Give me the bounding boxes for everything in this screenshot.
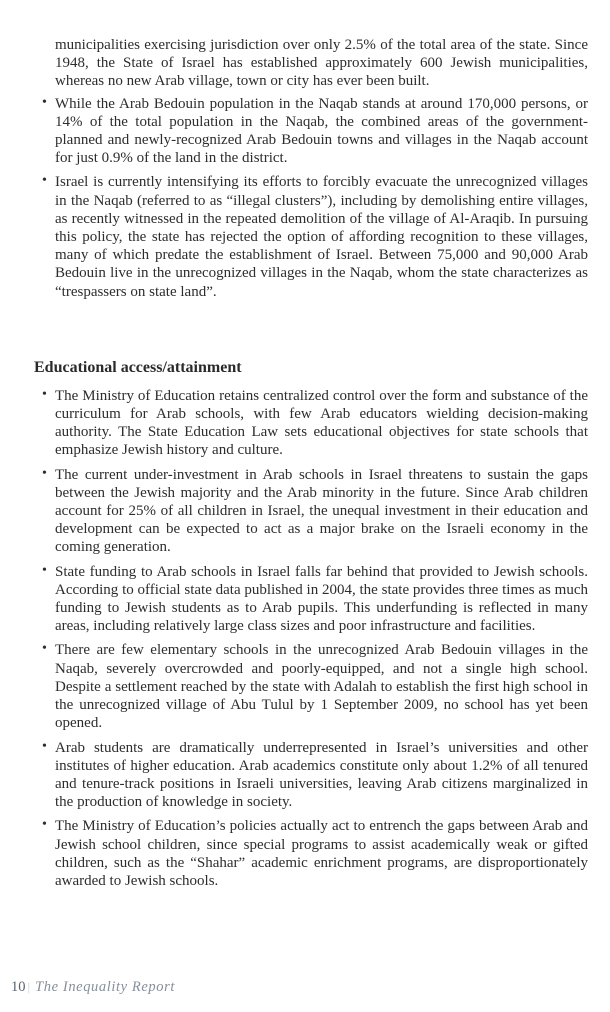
report-title: The Inequality Report <box>35 979 175 995</box>
bullet-icon: • <box>42 173 47 189</box>
list-item <box>34 739 588 812</box>
list-item <box>34 563 588 636</box>
list-item <box>34 95 588 168</box>
bullet-text: The current under-investment in Arab schools in Israel threatens to sustain the gaps between the Jewish majority and the Arab minority in the future. Since Arab children account for 25% of all children in Israel, the unequal investment in their education and development can be expected to act as a major brake on the Israeli economy in the coming generation. <box>55 466 588 556</box>
bullet-icon: • <box>42 562 47 578</box>
bullet-text: Israel is currently intensifying its efforts to forcibly evacuate the unrecognized villages in the Naqab (referred to as “illegal clusters”), including by demolishing entire villages, as recently witnessed in the repeated demolition of the village of Al-Araqib. In pursuing this policy, the state has rejected the option of affording recognition to these villages, many of which predate the establishment of Israel. Between 75,000 and 90,000 Arab Bedouin live in the unrecognized villages in the Naqab, whom the state characterizes as “trespassers on state land”. <box>55 174 588 300</box>
page-number: 10 <box>11 979 26 995</box>
bullet-text: State funding to Arab schools in Israel falls far behind that provided to Jewish schools. According to official state data published in 2004, the state provides three times as much funding to Jewish students as to Arab pupils. This underfunding is reflected in many areas, including relatively large class sizes and poor infrastructure and facilities. <box>55 563 588 635</box>
list-item <box>34 817 588 890</box>
bullet-icon: • <box>42 94 47 110</box>
list-item <box>34 466 588 557</box>
bullet-icon: • <box>42 386 47 402</box>
list-item <box>34 641 588 732</box>
list-item <box>34 173 588 300</box>
intro-paragraph: municipalities exercising jurisdiction over only 2.5% of the total area of the state. Since 1948, the State of Israel has established approximately 600 Jewish municipalities, whereas no new Arab village, town or city has ever been built. <box>55 37 588 90</box>
list-item <box>34 387 588 460</box>
bullet-text: The Ministry of Education’s policies actually act to entrench the gaps between Arab and Jewish school children, since special programs to assist academically weak or gifted children, such as the “Shahar” academic enrichment programs, are disproportionately awarded to Jewish schools. <box>55 818 588 889</box>
bullet-icon: • <box>42 738 47 754</box>
bullet-text: Arab students are dramatically underrepresented in Israel’s universities and other institutes of higher education. Arab academics constitute only about 1.2% of all tenured and tenure-track positions in Israeli universities, leaving Arab citizens marginalized in the production of knowledge in society. <box>55 739 588 811</box>
land-bullet-list <box>34 95 588 301</box>
page-content <box>34 36 588 890</box>
education-bullet-list <box>34 387 588 890</box>
bullet-text: There are few elementary schools in the unrecognized Arab Bedouin villages in the Naqab, severely overcrowded and poorly-equipped, and not a single high school. Despite a settlement reached by the state with Adalah to establish the first high school in the unrecognized village of Abu Tulul by 1 September 2009, no school has yet been opened. <box>55 642 588 732</box>
bullet-icon: • <box>42 465 47 481</box>
bullet-text: The Ministry of Education retains centralized control over the form and substance of the curriculum for Arab schools, with few Arab educators wielding decision-making authority. The State Education Law sets educational objectives for state schools that emphasize Jewish history and culture. <box>55 387 588 459</box>
bullet-icon: • <box>42 817 47 833</box>
footer-separator: | <box>27 979 31 994</box>
section-heading: Educational access/attainment <box>34 358 242 376</box>
bullet-text: While the Arab Bedouin population in the Naqab stands at around 170,000 persons, or 14% of the total population in the Naqab, the combined areas of the government-planned and newly-recognized Arab Bedouin towns and villages in the Naqab account for just 0.9% of the land in the district. <box>55 95 588 167</box>
page-footer <box>11 978 591 996</box>
bullet-icon: • <box>42 641 47 657</box>
